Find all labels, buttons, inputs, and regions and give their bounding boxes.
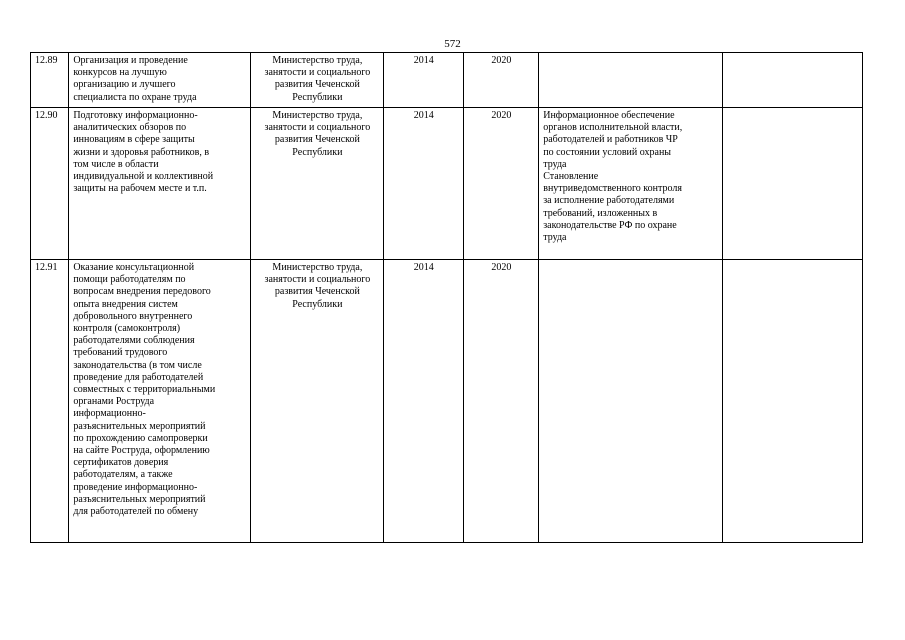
table-row <box>31 260 863 543</box>
page-number: 572 <box>444 38 461 50</box>
expected-result <box>539 53 723 108</box>
table-row <box>31 53 863 108</box>
end-year: 2020 <box>463 53 539 108</box>
expected-result <box>539 260 723 543</box>
end-year: 2020 <box>463 108 539 260</box>
extra-cell <box>722 108 862 260</box>
executor: Министерство труда, занятости и социального развития Чеченской Республики <box>250 108 383 260</box>
item-number: 12.90 <box>31 108 69 260</box>
executor: Министерство труда, занятости и социального развития Чеченской Республики <box>250 53 383 108</box>
table-row <box>31 108 863 260</box>
activity-name: Подготовку информационно- аналитических обзоров по инновациям в сфере защиты жизни и здоровья работников, в том числе в области индивидуальной и коллективной защиты на рабочем месте и т.п. <box>69 108 251 260</box>
plan-table <box>30 52 863 543</box>
item-number: 12.89 <box>31 53 69 108</box>
item-number: 12.91 <box>31 260 69 543</box>
end-year: 2020 <box>463 260 539 543</box>
extra-cell <box>722 53 862 108</box>
activity-name: Оказание консультационной помощи работодателям по вопросам внедрения передового опыта внедрения систем добровольного внутреннего контроля (самоконтроля) работодателями соблюдения требований трудового законодательства (в том числе проведение для работодателей совместных с территориальными органами Роструда информационно- разъяснительных мероприятий по прохождению самопроверки на сайте Роструда, оформлению сертификатов доверия работодателям, а также проведение информационно- разъяснительных мероприятий для работодателей по обмену <box>69 260 251 543</box>
extra-cell <box>722 260 862 543</box>
start-year: 2014 <box>383 260 463 543</box>
expected-result: Информационное обеспечение органов исполнительной власти, работодателей и работников ЧР по состоянии условий охраны труда Становление внутриведомственного контроля за исполнение работодателями требований, изложенных в законодательстве РФ по охране труда <box>539 108 723 260</box>
executor: Министерство труда, занятости и социального развития Чеченской Республики <box>250 260 383 543</box>
start-year: 2014 <box>383 108 463 260</box>
activity-name: Организация и проведение конкурсов на лучшую организацию и лучшего специалиста по охране труда <box>69 53 251 108</box>
start-year: 2014 <box>383 53 463 108</box>
